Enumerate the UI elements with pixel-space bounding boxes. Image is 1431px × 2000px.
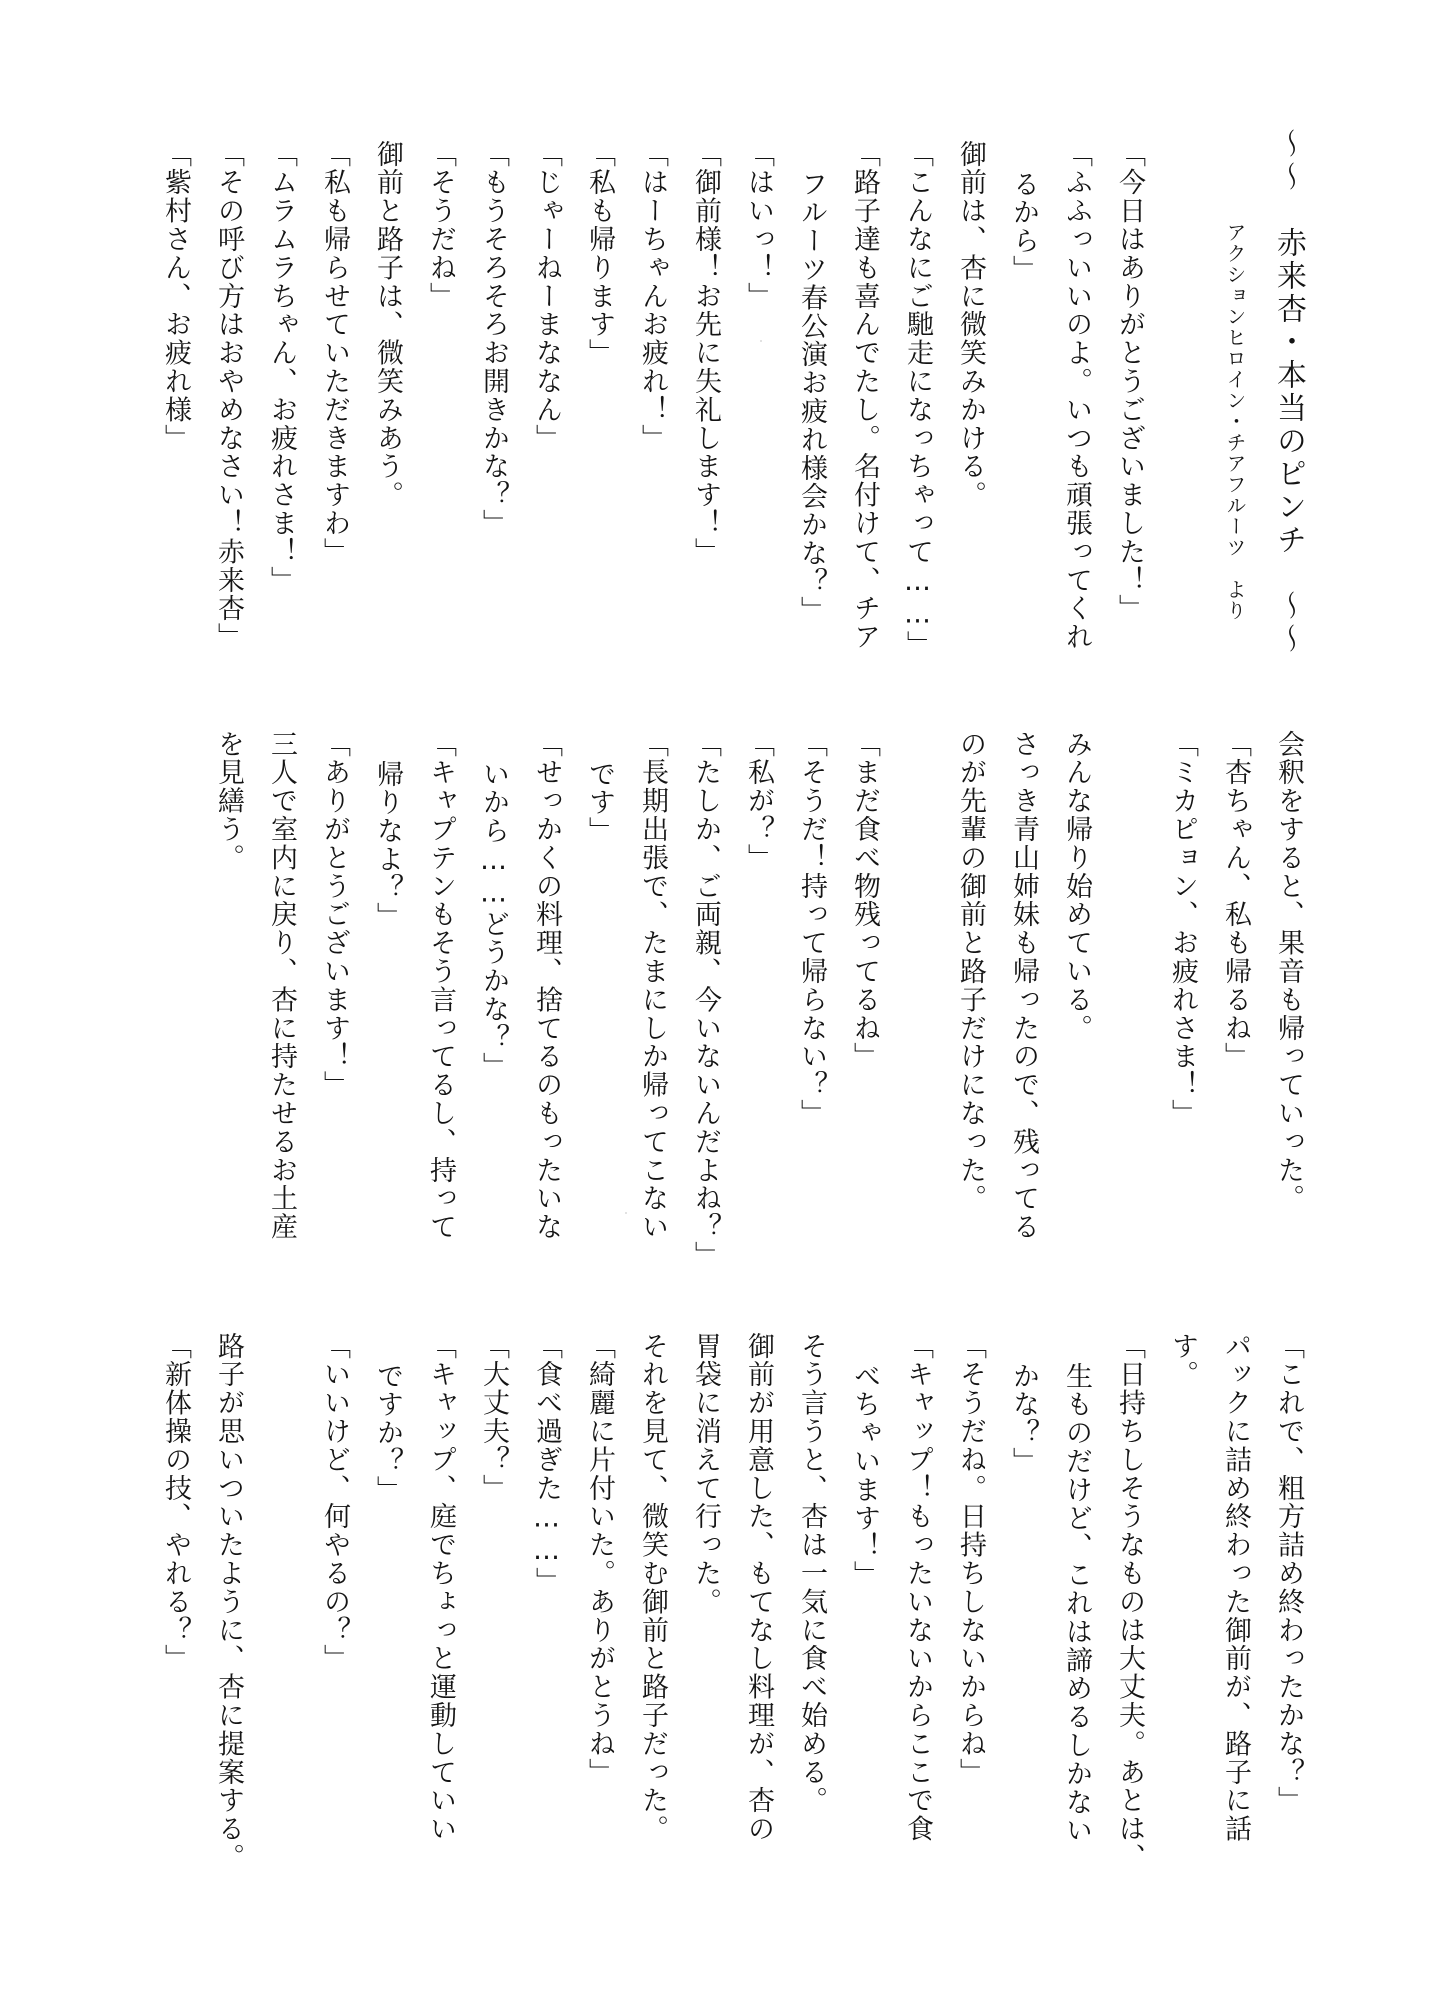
text-line: さっき青山姉妹も帰ったので、残ってる	[1008, 730, 1039, 1242]
story-source: アクションヒロイン・チアフルーツ より	[1223, 222, 1247, 621]
text-line: のが先輩の御前と路子だけになった。	[955, 730, 986, 1213]
text-line: 「いいけど、何やるの？」	[319, 1332, 350, 1673]
text-line: 「じゃーねーまななん」	[531, 140, 562, 453]
text-line: 生ものだけど、これは諦めるしかない	[1061, 1362, 1092, 1845]
story-title: 〜〜 赤来杏・本当のピンチ 〜〜	[1271, 128, 1306, 656]
text-line: 「私も帰らせていただきますわ」	[319, 140, 350, 566]
text-line: 「今日はありがとうございました！」	[1114, 140, 1145, 623]
text-line: 胃袋に消えて行った。	[690, 1332, 721, 1616]
text-line: 「こんなにご馳走になっちゃって……」	[902, 140, 933, 660]
text-line: 「はいっ！」	[743, 140, 774, 311]
text-line: フルーツ春公演お疲れ様会かな？」	[796, 170, 827, 625]
text-line: 「そうだ！持って帰らない？」	[796, 730, 827, 1128]
text-line: 「まだ食べ物残ってるね」	[849, 730, 880, 1071]
text-line: 三人で室内に戻り、杏に持たせるお土産	[266, 730, 297, 1242]
text-line: です」	[584, 760, 615, 846]
text-line: 「せっかくの料理、捨てるのもったいな	[531, 730, 562, 1242]
text-line: パックに詰め終わった御前が、路子に話	[1220, 1332, 1251, 1844]
text-line: かな？」	[1008, 1362, 1039, 1476]
text-line: 「紫村さん、お疲れ様」	[160, 140, 191, 453]
text-line: 「長期出張で、たまにしか帰ってこない	[637, 730, 668, 1242]
text-line: 「杏ちゃん、私も帰るね」	[1220, 730, 1251, 1071]
text-line: ですか？」	[372, 1362, 403, 1504]
text-line: 「大丈夫？」	[478, 1332, 509, 1503]
text-line: 「ふふっいいのよ。いつも頑張ってくれ	[1061, 140, 1092, 652]
text-line: 「その呼び方はおやめなさい！赤来杏」	[213, 140, 244, 652]
text-line: 「キャップ、庭でちょっと運動していい	[425, 1332, 456, 1844]
scan-speck	[625, 1212, 627, 1214]
text-line: 御前と路子は、微笑みあう。	[372, 140, 403, 510]
text-line: それを見て、微笑む御前と路子だった。	[637, 1332, 668, 1844]
text-line: 「ありがとうございます！」	[319, 730, 350, 1100]
text-line: 「路子達も喜んでたし。名付けて、チア	[849, 140, 880, 652]
text-line: いから……どうかな？」	[478, 760, 509, 1081]
scan-speck	[760, 340, 762, 342]
text-line: 「私が？」	[743, 730, 774, 872]
text-line: べちゃいます！」	[849, 1362, 880, 1590]
text-line: 「食べ過ぎた……」	[531, 1332, 562, 1596]
text-line: 「キャプテンもそう言ってるし、持って	[425, 730, 456, 1242]
text-line: を見繕う。	[213, 730, 244, 872]
text-line: す。	[1167, 1332, 1198, 1389]
text-line: 「綺麗に片付いた。ありがとうね」	[584, 1332, 615, 1787]
text-line: 「これで、粗方詰め終わったかな？」	[1273, 1332, 1304, 1815]
text-line: 「ムラムラちゃん、お疲れさま！」	[266, 140, 297, 595]
text-line: 「私も帰ります」	[584, 140, 615, 368]
text-line: 御前が用意した、もてなし料理が、杏の	[743, 1332, 774, 1844]
text-line: 路子が思いついたように、杏に提案する。	[213, 1332, 244, 1872]
text-line: 「はーちゃんお疲れ！」	[637, 140, 668, 453]
text-line: 「ミカピョン、お疲れさま！」	[1167, 730, 1198, 1128]
text-line: 御前は、杏に微笑みかける。	[955, 140, 986, 510]
text-line: 「もうそろそろお開きかな？」	[478, 140, 509, 538]
text-line: 「新体操の技、やれる？」	[160, 1332, 191, 1673]
text-line: 「日持ちしそうなものは大丈夫。あとは、	[1114, 1332, 1145, 1872]
text-line: みんな帰り始めている。	[1061, 730, 1092, 1043]
text-line: 「そうだね。日持ちしないからね」	[955, 1332, 986, 1787]
text-line: 会釈をすると、果音も帰っていった。	[1273, 730, 1304, 1213]
text-line: 「御前様！お先に失礼します！」	[690, 140, 721, 566]
text-line: 「たしか、ご両親、今いないんだよね？」	[690, 730, 721, 1270]
text-line: 「そうだね」	[425, 140, 456, 311]
text-line: 帰りなよ？」	[372, 760, 403, 931]
text-line: そう言うと、杏は一気に食べ始める。	[796, 1332, 827, 1815]
text-line: るから」	[1008, 170, 1039, 284]
text-line: 「キャップ！もったいないからここで食	[902, 1332, 933, 1844]
